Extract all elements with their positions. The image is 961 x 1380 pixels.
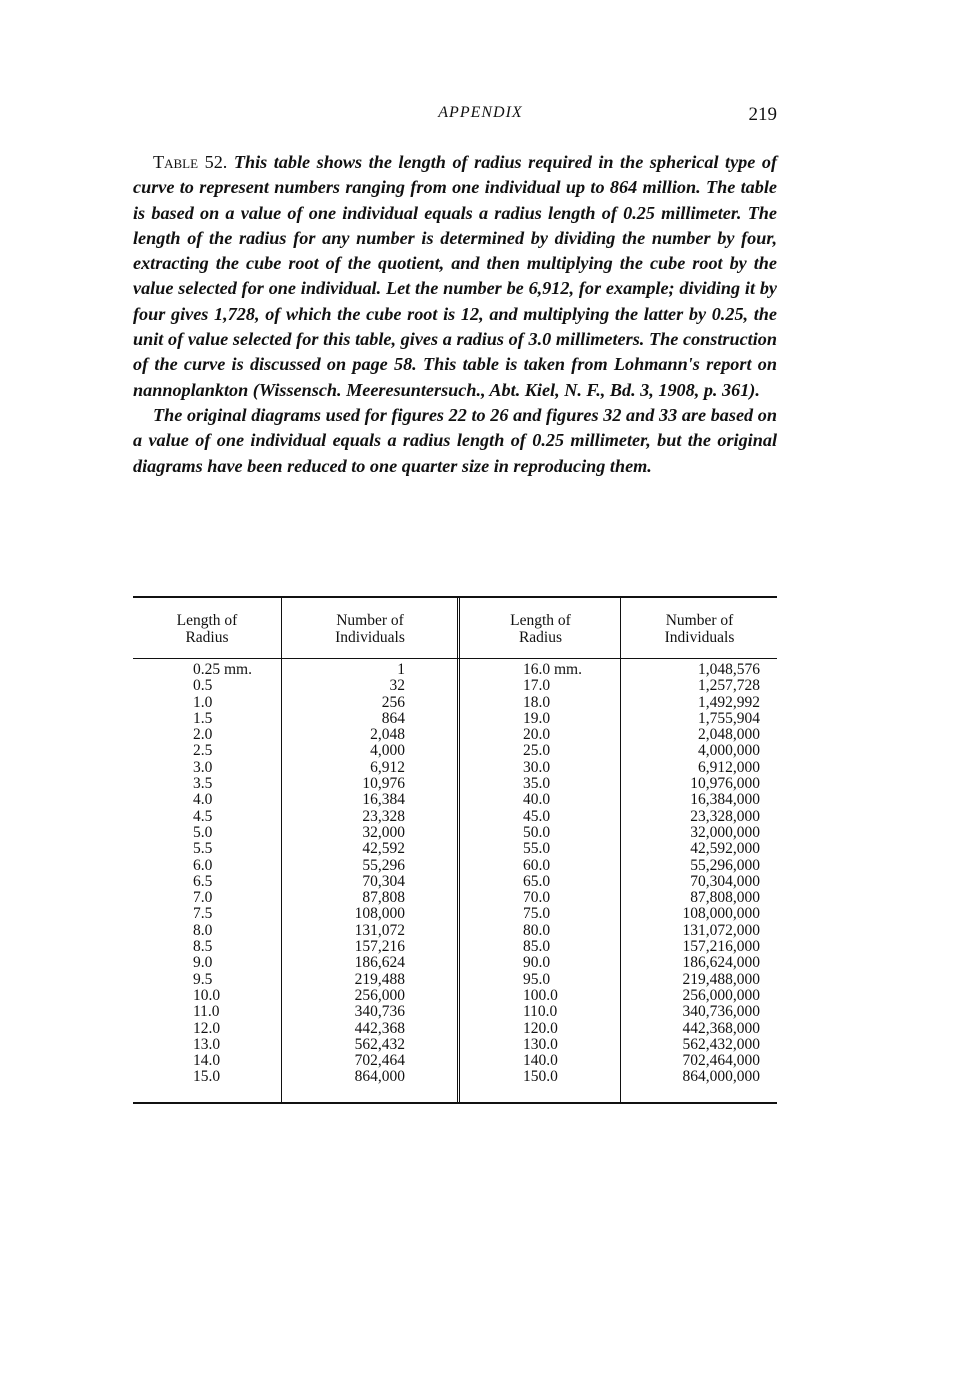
header-rule xyxy=(133,658,777,659)
table-cell: 40.0 xyxy=(523,791,551,809)
table-cell: 219,488,000 xyxy=(682,970,760,988)
table-cell: 19.0 xyxy=(523,709,551,727)
table-cell: 442,368,000 xyxy=(682,1019,760,1037)
table-cell: 14.0 xyxy=(193,1052,221,1070)
table-number: 52. xyxy=(204,152,228,172)
caption-paragraph xyxy=(133,150,777,403)
table-cell: 186,624 xyxy=(354,954,405,972)
table-cell: 65.0 xyxy=(523,872,551,890)
table-cell: 16.0 mm. xyxy=(523,661,582,678)
radius-table xyxy=(133,596,777,1104)
table-cell: 131,072 xyxy=(354,921,405,939)
table-cell: 10.0 xyxy=(193,986,221,1004)
table-cell: 340,736 xyxy=(354,1003,405,1021)
table-cell: 7.5 xyxy=(193,905,213,923)
table-cell: 25.0 xyxy=(523,742,551,760)
running-header xyxy=(0,104,961,128)
table-cell: 864 xyxy=(381,709,405,727)
column-length-1 xyxy=(193,662,283,1086)
table-cell: 1 xyxy=(397,661,405,678)
table-cell: 10,976,000 xyxy=(690,775,760,793)
column-number-1 xyxy=(313,662,405,1086)
table-cell: 562,432,000 xyxy=(682,1035,760,1053)
table-cell: 60.0 xyxy=(523,856,551,874)
table-cell: 3.5 xyxy=(193,775,213,793)
table-cell: 45.0 xyxy=(523,807,551,825)
center-double-divider xyxy=(457,598,460,1102)
table-cell: 702,464 xyxy=(354,1052,405,1070)
table-cell: 23,328,000 xyxy=(690,807,760,825)
table-cell: 219,488 xyxy=(354,970,405,988)
table-cell: 108,000 xyxy=(354,905,405,923)
table-cell: 30.0 xyxy=(523,758,551,776)
caption-second-paragraph: The original diagrams used for figures 22 to 26 and figures 32 and 33 are based on a value of one individual equals a radius length of 0.25 millimeter, but the original diagrams have been reduced to one quarter size in reproducing them. xyxy=(133,404,777,476)
table-label: Table xyxy=(153,152,199,172)
table-cell: 1.5 xyxy=(193,709,213,727)
table-cell: 95.0 xyxy=(523,970,551,988)
header-number-of-individuals: Number of Individuals xyxy=(335,612,405,646)
table-cell: 100.0 xyxy=(523,986,558,1004)
table-cell: 4,000,000 xyxy=(698,742,760,760)
table-cell: 2,048,000 xyxy=(698,726,760,744)
table-cell: 70,304,000 xyxy=(690,872,760,890)
header-length-of-radius: Length of Radius xyxy=(176,612,238,646)
table-cell: 1.0 xyxy=(193,693,213,711)
table-cell: 42,592 xyxy=(362,840,405,858)
table-cell: 110.0 xyxy=(523,1003,558,1021)
table-cell: 6,912 xyxy=(370,758,405,776)
table-cell: 32,000 xyxy=(362,823,405,841)
table-cell: 7.0 xyxy=(193,889,213,907)
table-cell: 4,000 xyxy=(370,742,405,760)
table-cell: 120.0 xyxy=(523,1019,558,1037)
table-cell: 442,368 xyxy=(354,1019,405,1037)
table-cell: 2.5 xyxy=(193,742,213,760)
table-cell: 130.0 xyxy=(523,1035,558,1053)
table-cell: 11.0 xyxy=(193,1003,220,1021)
header-number-of-individuals-2: Number of Individuals xyxy=(664,612,735,646)
column-number-2 xyxy=(638,662,760,1086)
table-cell: 20.0 xyxy=(523,726,551,744)
table-cell: 1,492,992 xyxy=(698,693,760,711)
header-length-of-radius-2: Length of Radius xyxy=(510,612,571,646)
column-length-2 xyxy=(523,662,623,1086)
table-cell: 12.0 xyxy=(193,1019,221,1037)
table-cell: 0.5 xyxy=(193,677,213,695)
table-cell: 0.25 mm. xyxy=(193,661,252,678)
table-cell: 6.5 xyxy=(193,872,213,890)
table-cell: 42,592,000 xyxy=(690,840,760,858)
table-cell: 5.5 xyxy=(193,840,213,858)
table-cell: 4.5 xyxy=(193,807,213,825)
table-cell: 4.0 xyxy=(193,791,213,809)
table-cell: 16,384 xyxy=(362,791,405,809)
table-cell: 6.0 xyxy=(193,856,213,874)
page-number: 219 xyxy=(748,104,777,125)
caption-text: This table shows the length of radius required in the spherical type of curve to represent numbers ranging from one individual up to 864 million. The table is based on a value of one individual equals a radius length of 0.25 millimeter. The length of the radius for any number is determined by dividing the number by four, extracting the cube root of the quotient, and then multiplying the cube root by the value selected for one individual. Let the number be 6,912, for example; dividing it by four gives 1,728, of which the cube root is 12, and multiplying the latter by 0.25, the unit of value selected for this table, gives a radius of 3.0 millimeters. The construction of the curve is discussed on page 58. This table is taken from Lohmann's report on nannoplankton (Wissensch. Meeresuntersuch., Abt. Kiel, N. F., Bd. 3, 1908, p. 361). xyxy=(133,152,778,400)
table-cell: 18.0 xyxy=(523,693,551,711)
table-cell: 2.0 xyxy=(193,726,213,744)
table-cell: 157,216 xyxy=(354,938,405,956)
table-cell: 157,216,000 xyxy=(682,938,760,956)
table-cell: 55,296,000 xyxy=(690,856,760,874)
table-cell: 5.0 xyxy=(193,823,213,841)
table-cell: 1,048,576 xyxy=(698,661,760,678)
table-cell: 17.0 xyxy=(523,677,551,695)
table-cell: 10,976 xyxy=(362,775,405,793)
table-cell: 150.0 xyxy=(523,1068,558,1086)
table-cell: 9.5 xyxy=(193,970,213,988)
table-cell: 864,000 xyxy=(354,1068,405,1086)
table-cell: 70.0 xyxy=(523,889,551,907)
table-cell: 55,296 xyxy=(362,856,405,874)
table-cell: 55.0 xyxy=(523,840,551,858)
table-cell: 70,304 xyxy=(362,872,405,890)
table-cell: 256,000 xyxy=(354,986,405,1004)
table-cell: 3.0 xyxy=(193,758,213,776)
table-cell: 6,912,000 xyxy=(698,758,760,776)
table-cell: 13.0 xyxy=(193,1035,221,1053)
table-caption xyxy=(133,150,777,479)
table-cell: 23,328 xyxy=(362,807,405,825)
table-cell: 50.0 xyxy=(523,823,551,841)
table-cell: 90.0 xyxy=(523,954,551,972)
running-title: APPENDIX xyxy=(438,104,523,121)
table-cell: 340,736,000 xyxy=(682,1003,760,1021)
table-cell: 2,048 xyxy=(370,726,405,744)
table-cell: 9.0 xyxy=(193,954,213,972)
table-cell: 87,808 xyxy=(362,889,405,907)
table-cell: 1,755,904 xyxy=(698,709,760,727)
table-cell: 702,464,000 xyxy=(682,1052,760,1070)
table-cell: 108,000,000 xyxy=(682,905,760,923)
table-cell: 87,808,000 xyxy=(690,889,760,907)
table-cell: 864,000,000 xyxy=(682,1068,760,1086)
table-cell: 8.0 xyxy=(193,921,213,939)
table-cell: 1,257,728 xyxy=(698,677,760,695)
table-cell: 80.0 xyxy=(523,921,551,939)
table-cell: 562,432 xyxy=(354,1035,405,1053)
table-cell: 75.0 xyxy=(523,905,551,923)
table-cell: 32 xyxy=(389,677,405,695)
table-cell: 15.0 xyxy=(193,1068,221,1086)
table-cell: 131,072,000 xyxy=(682,921,760,939)
table-cell: 8.5 xyxy=(193,938,213,956)
table-cell: 256 xyxy=(381,693,405,711)
table-cell: 85.0 xyxy=(523,938,551,956)
table-cell: 140.0 xyxy=(523,1052,558,1070)
table-cell: 32,000,000 xyxy=(690,823,760,841)
table-cell: 35.0 xyxy=(523,775,551,793)
table-cell: 186,624,000 xyxy=(682,954,760,972)
table-cell: 16,384,000 xyxy=(690,791,760,809)
table-cell: 256,000,000 xyxy=(682,986,760,1004)
